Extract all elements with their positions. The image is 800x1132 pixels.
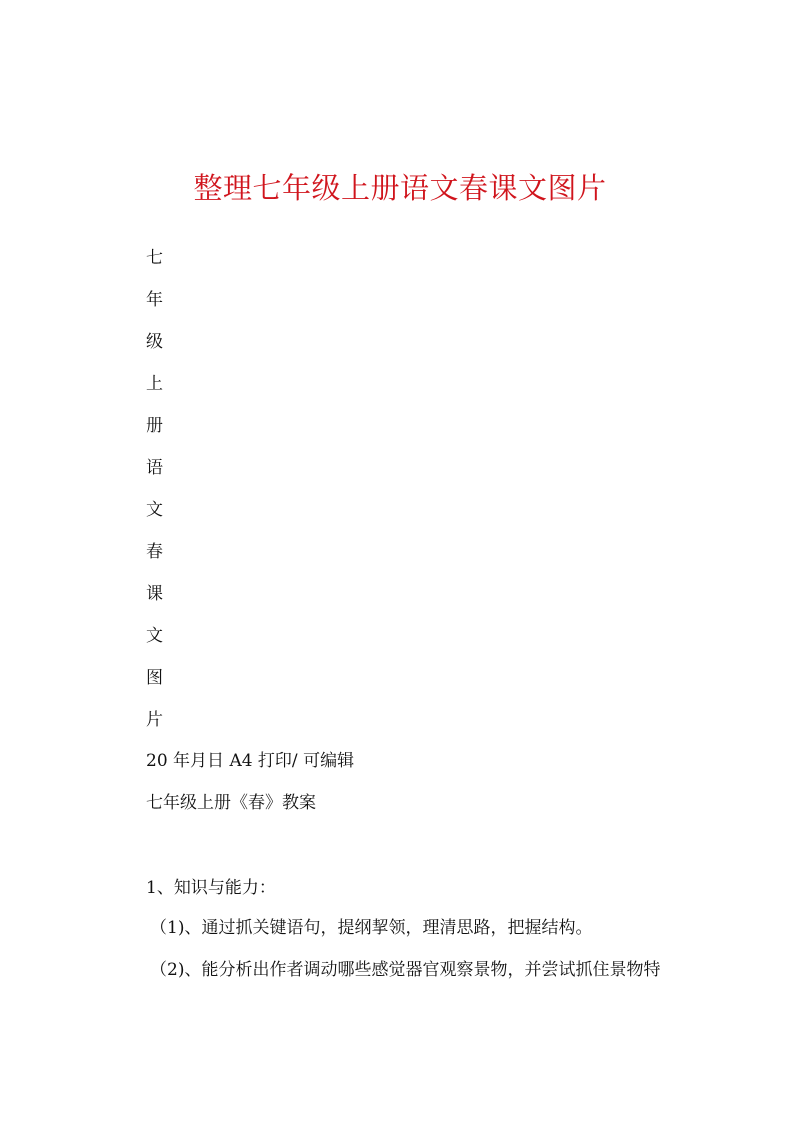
vertical-char: 文 [146, 500, 163, 520]
vertical-char: 课 [146, 584, 163, 604]
objective-item: （1)、通过抓关键语句，提纲挈领，理清思路，把握结构。 [150, 918, 593, 938]
vertical-char: 上 [146, 374, 163, 394]
vertical-char: 语 [146, 458, 163, 478]
vertical-char: 春 [146, 542, 163, 562]
meta-line: 20 年月日 A4 打印/ 可编辑 [146, 751, 355, 771]
lesson-subtitle: 七年级上册《春》教案 [146, 793, 316, 813]
vertical-char: 文 [146, 626, 163, 646]
vertical-title-column [146, 243, 163, 747]
document-title: 整理七年级上册语文春课文图片 [193, 171, 607, 205]
vertical-char: 七 [146, 248, 163, 268]
vertical-char: 级 [146, 332, 163, 352]
vertical-char: 年 [146, 290, 163, 310]
objective-item: （2)、能分析出作者调动哪些感觉器官观察景物，并尝试抓住景物特 [150, 960, 661, 980]
vertical-char: 图 [146, 668, 163, 688]
vertical-char: 册 [146, 416, 163, 436]
vertical-char: 片 [146, 710, 163, 730]
section-heading: 1、知识与能力： [146, 878, 276, 898]
